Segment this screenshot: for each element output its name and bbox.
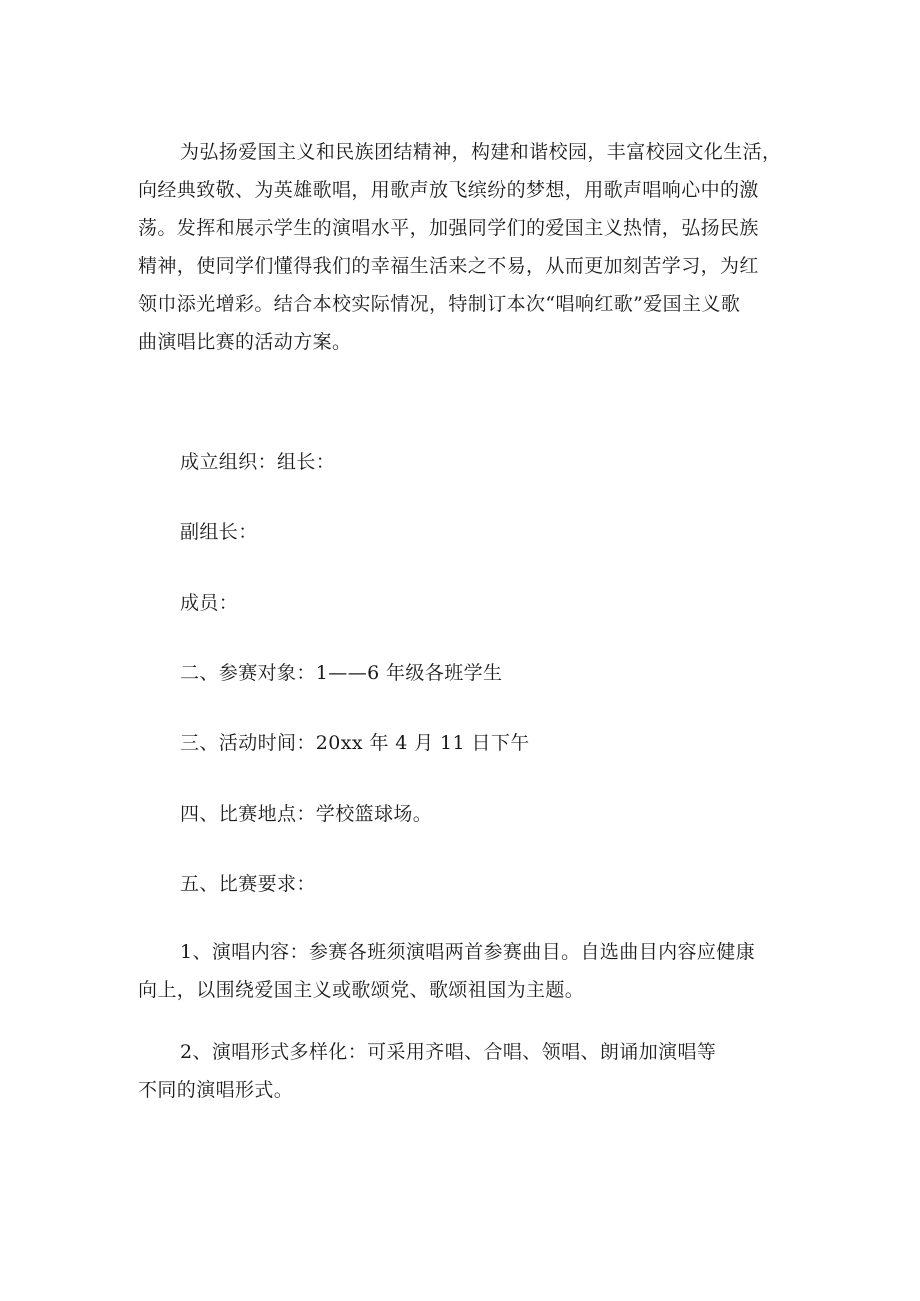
intro-paragraph	[138, 133, 788, 361]
requirement-2-paragraph	[138, 1033, 788, 1109]
requirement-2-line-1: 2、演唱形式多样化：可采用齐唱、合唱、领唱、朗诵加演唱等	[180, 1041, 717, 1063]
section-time: 三、活动时间：20xx 年 4 月 11 日下午	[180, 732, 530, 754]
section-requirements: 五、比赛要求：	[180, 873, 316, 895]
intro-line-6: 曲演唱比赛的活动方案。	[138, 331, 352, 353]
org-members-line: 成员：	[180, 592, 239, 614]
intro-line-5: 领巾添光增彩。结合本校实际情况，特制订本次“唱响红歌”爱国主义歌	[138, 293, 741, 315]
section-participants: 二、参赛对象：1——6 年级各班学生	[180, 662, 503, 684]
intro-line-1: 为弘扬爱国主义和民族团结精神，构建和谐校园，丰富校园文化生活，	[180, 141, 782, 163]
intro-line-2: 向经典致敬、为英雄歌唱，用歌声放飞缤纷的梦想，用歌声唱响心中的激	[138, 179, 759, 201]
section-venue: 四、比赛地点：学校篮球场。	[180, 803, 433, 825]
org-deputy-line: 副组长：	[180, 521, 258, 543]
requirement-1-paragraph	[138, 933, 788, 1009]
org-leader-line: 成立组织：组长：	[180, 451, 336, 473]
requirement-1-line-2: 向上，以围绕爱国主义或歌颂党、歌颂祖国为主题。	[138, 979, 585, 1001]
intro-line-4: 精神，使同学们懂得我们的幸福生活来之不易，从而更加刻苦学习，为红	[138, 255, 759, 277]
requirement-2-line-2: 不同的演唱形式。	[138, 1079, 294, 1101]
intro-line-3: 荡。发挥和展示学生的演唱水平，加强同学们的爱国主义热情，弘扬民族	[138, 217, 759, 239]
requirement-1-line-1: 1、演唱内容：参赛各班须演唱两首参赛曲目。自选曲目内容应健康	[180, 941, 756, 963]
